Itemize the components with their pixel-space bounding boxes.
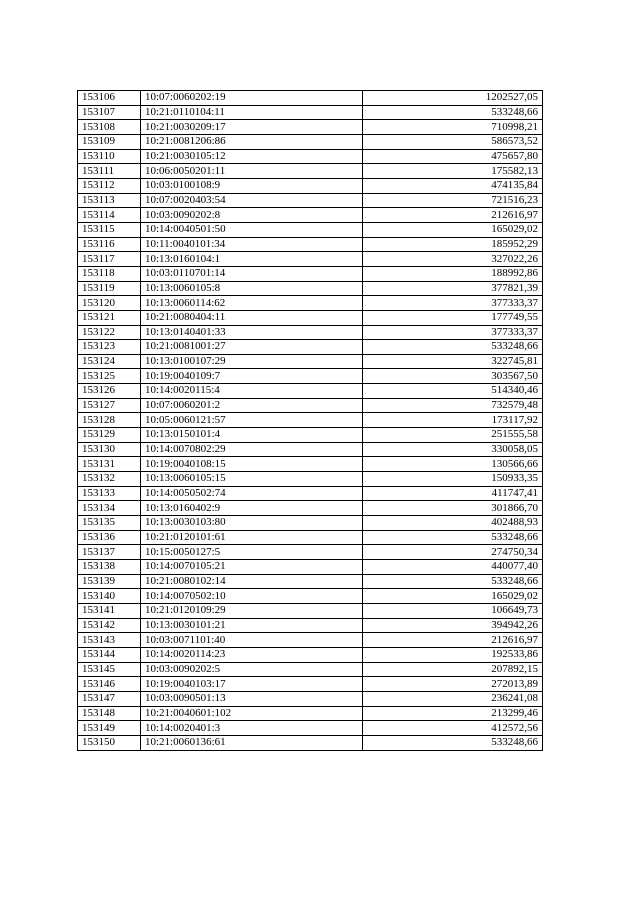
row-amount-cell: 185952,29 (363, 237, 543, 252)
table-row (78, 193, 543, 208)
row-id-cell: 153109 (78, 134, 141, 149)
row-code-cell: 10:19:0040103:17 (141, 677, 363, 692)
row-id-cell: 153130 (78, 442, 141, 457)
row-id-cell: 153149 (78, 721, 141, 736)
row-amount-cell: 411747,41 (363, 486, 543, 501)
row-id-cell: 153126 (78, 384, 141, 399)
row-code-cell: 10:03:0100108:9 (141, 178, 363, 193)
table-row (78, 354, 543, 369)
row-amount-cell: 175582,13 (363, 164, 543, 179)
row-id-cell: 153136 (78, 530, 141, 545)
row-amount-cell: 440077,40 (363, 560, 543, 575)
row-code-cell: 10:13:0140401:33 (141, 325, 363, 340)
table-row (78, 472, 543, 487)
row-amount-cell: 721516,23 (363, 193, 543, 208)
row-amount-cell: 377821,39 (363, 281, 543, 296)
row-amount-cell: 130566,66 (363, 457, 543, 472)
table-row (78, 369, 543, 384)
row-amount-cell: 475657,80 (363, 149, 543, 164)
table-row (78, 149, 543, 164)
row-code-cell: 10:21:0030105:12 (141, 149, 363, 164)
row-amount-cell: 327022,26 (363, 252, 543, 267)
row-amount-cell: 177749,55 (363, 310, 543, 325)
row-code-cell: 10:05:0060121:57 (141, 413, 363, 428)
row-amount-cell: 533248,66 (363, 530, 543, 545)
row-id-cell: 153137 (78, 545, 141, 560)
row-code-cell: 10:13:0060105:15 (141, 472, 363, 487)
row-amount-cell: 165029,02 (363, 589, 543, 604)
row-amount-cell: 236241,08 (363, 691, 543, 706)
row-code-cell: 10:13:0030101:21 (141, 618, 363, 633)
row-code-cell: 10:21:0081001:27 (141, 340, 363, 355)
row-id-cell: 153131 (78, 457, 141, 472)
row-id-cell: 153120 (78, 296, 141, 311)
row-code-cell: 10:14:0020115:4 (141, 384, 363, 399)
table-row (78, 691, 543, 706)
row-code-cell: 10:06:0050201:11 (141, 164, 363, 179)
row-id-cell: 153113 (78, 193, 141, 208)
table-row (78, 618, 543, 633)
row-amount-cell: 377333,37 (363, 296, 543, 311)
row-code-cell: 10:13:0150101:4 (141, 428, 363, 443)
row-code-cell: 10:13:0030103:80 (141, 516, 363, 531)
table-row (78, 296, 543, 311)
table-row (78, 603, 543, 618)
row-id-cell: 153110 (78, 149, 141, 164)
row-amount-cell: 192533,86 (363, 647, 543, 662)
row-id-cell: 153111 (78, 164, 141, 179)
row-code-cell: 10:21:0060136:61 (141, 735, 363, 750)
row-id-cell: 153121 (78, 310, 141, 325)
table-row (78, 442, 543, 457)
row-id-cell: 153119 (78, 281, 141, 296)
table-row (78, 164, 543, 179)
row-amount-cell: 272013,89 (363, 677, 543, 692)
row-amount-cell: 533248,66 (363, 105, 543, 120)
row-id-cell: 153133 (78, 486, 141, 501)
row-code-cell: 10:19:0040109:7 (141, 369, 363, 384)
row-id-cell: 153114 (78, 208, 141, 223)
row-amount-cell: 412572,56 (363, 721, 543, 736)
row-id-cell: 153117 (78, 252, 141, 267)
row-code-cell: 10:07:0060202:19 (141, 91, 363, 106)
row-code-cell: 10:14:0050502:74 (141, 486, 363, 501)
table-row (78, 486, 543, 501)
row-amount-cell: 212616,97 (363, 633, 543, 648)
row-id-cell: 153108 (78, 120, 141, 135)
table-row (78, 252, 543, 267)
row-amount-cell: 402488,93 (363, 516, 543, 531)
row-id-cell: 153140 (78, 589, 141, 604)
data-table (77, 90, 543, 751)
row-code-cell: 10:14:0020401:3 (141, 721, 363, 736)
row-amount-cell: 322745,81 (363, 354, 543, 369)
table-row (78, 134, 543, 149)
row-id-cell: 153128 (78, 413, 141, 428)
row-code-cell: 10:07:0020403:54 (141, 193, 363, 208)
table-row (78, 545, 543, 560)
row-id-cell: 153141 (78, 603, 141, 618)
row-amount-cell: 1202527,05 (363, 91, 543, 106)
table-row (78, 501, 543, 516)
table-row (78, 516, 543, 531)
row-id-cell: 153112 (78, 178, 141, 193)
table-row (78, 706, 543, 721)
row-code-cell: 10:21:0040601:102 (141, 706, 363, 721)
row-id-cell: 153124 (78, 354, 141, 369)
table-row (78, 457, 543, 472)
table-row (78, 105, 543, 120)
row-code-cell: 10:14:0070502:10 (141, 589, 363, 604)
row-code-cell: 10:21:0030209:17 (141, 120, 363, 135)
row-id-cell: 153146 (78, 677, 141, 692)
table-row (78, 662, 543, 677)
row-amount-cell: 586573,52 (363, 134, 543, 149)
row-id-cell: 153132 (78, 472, 141, 487)
table-row (78, 310, 543, 325)
table-row (78, 178, 543, 193)
row-amount-cell: 106649,73 (363, 603, 543, 618)
row-code-cell: 10:11:0040101:34 (141, 237, 363, 252)
row-amount-cell: 303567,50 (363, 369, 543, 384)
row-code-cell: 10:13:0060114:62 (141, 296, 363, 311)
table-row (78, 91, 543, 106)
row-code-cell: 10:21:0081206:86 (141, 134, 363, 149)
row-amount-cell: 188992,86 (363, 266, 543, 281)
table-row (78, 721, 543, 736)
row-id-cell: 153139 (78, 574, 141, 589)
row-id-cell: 153125 (78, 369, 141, 384)
row-code-cell: 10:03:0110701:14 (141, 266, 363, 281)
table-row (78, 530, 543, 545)
row-code-cell: 10:03:0090202:8 (141, 208, 363, 223)
row-id-cell: 153134 (78, 501, 141, 516)
table-row (78, 281, 543, 296)
row-id-cell: 153148 (78, 706, 141, 721)
row-amount-cell: 173117,92 (363, 413, 543, 428)
table-row (78, 398, 543, 413)
row-code-cell: 10:14:0070105:21 (141, 560, 363, 575)
row-amount-cell: 732579,48 (363, 398, 543, 413)
row-code-cell: 10:21:0080404:11 (141, 310, 363, 325)
row-code-cell: 10:03:0090501:13 (141, 691, 363, 706)
row-amount-cell: 377333,37 (363, 325, 543, 340)
row-code-cell: 10:14:0020114:23 (141, 647, 363, 662)
row-id-cell: 153144 (78, 647, 141, 662)
row-amount-cell: 212616,97 (363, 208, 543, 223)
row-amount-cell: 514340,46 (363, 384, 543, 399)
table-row (78, 340, 543, 355)
row-id-cell: 153116 (78, 237, 141, 252)
row-id-cell: 153147 (78, 691, 141, 706)
row-code-cell: 10:15:0050127:5 (141, 545, 363, 560)
table-row (78, 647, 543, 662)
row-id-cell: 153145 (78, 662, 141, 677)
row-id-cell: 153107 (78, 105, 141, 120)
row-amount-cell: 710998,21 (363, 120, 543, 135)
row-amount-cell: 251555,58 (363, 428, 543, 443)
table-row (78, 120, 543, 135)
row-amount-cell: 207892,15 (363, 662, 543, 677)
row-id-cell: 153123 (78, 340, 141, 355)
table-body (78, 91, 543, 751)
row-code-cell: 10:13:0160104:1 (141, 252, 363, 267)
row-amount-cell: 533248,66 (363, 735, 543, 750)
table-row (78, 677, 543, 692)
row-id-cell: 153106 (78, 91, 141, 106)
row-code-cell: 10:19:0040108:15 (141, 457, 363, 472)
row-code-cell: 10:14:0040501:50 (141, 222, 363, 237)
row-id-cell: 153118 (78, 266, 141, 281)
row-code-cell: 10:21:0120109:29 (141, 603, 363, 618)
row-id-cell: 153129 (78, 428, 141, 443)
table-row (78, 633, 543, 648)
row-code-cell: 10:03:0090202:5 (141, 662, 363, 677)
row-code-cell: 10:03:0071101:40 (141, 633, 363, 648)
row-amount-cell: 533248,66 (363, 574, 543, 589)
row-id-cell: 153122 (78, 325, 141, 340)
table-row (78, 574, 543, 589)
row-code-cell: 10:13:0160402:9 (141, 501, 363, 516)
row-id-cell: 153143 (78, 633, 141, 648)
table-row (78, 428, 543, 443)
table-row (78, 222, 543, 237)
row-code-cell: 10:21:0120101:61 (141, 530, 363, 545)
row-code-cell: 10:14:0070802:29 (141, 442, 363, 457)
table-row (78, 266, 543, 281)
row-id-cell: 153115 (78, 222, 141, 237)
row-code-cell: 10:13:0100107:29 (141, 354, 363, 369)
table-row (78, 560, 543, 575)
table-row (78, 384, 543, 399)
row-id-cell: 153150 (78, 735, 141, 750)
row-code-cell: 10:07:0060201:2 (141, 398, 363, 413)
table-row (78, 325, 543, 340)
row-code-cell: 10:21:0110104:11 (141, 105, 363, 120)
row-amount-cell: 213299,46 (363, 706, 543, 721)
row-id-cell: 153135 (78, 516, 141, 531)
row-code-cell: 10:21:0080102:14 (141, 574, 363, 589)
row-amount-cell: 474135,84 (363, 178, 543, 193)
row-amount-cell: 301866,70 (363, 501, 543, 516)
row-amount-cell: 394942,26 (363, 618, 543, 633)
table-row (78, 589, 543, 604)
row-amount-cell: 533248,66 (363, 340, 543, 355)
row-amount-cell: 150933,35 (363, 472, 543, 487)
table-row (78, 208, 543, 223)
row-amount-cell: 330058,05 (363, 442, 543, 457)
row-amount-cell: 274750,34 (363, 545, 543, 560)
row-amount-cell: 165029,02 (363, 222, 543, 237)
table-row (78, 237, 543, 252)
row-id-cell: 153138 (78, 560, 141, 575)
row-code-cell: 10:13:0060105:8 (141, 281, 363, 296)
table-row (78, 735, 543, 750)
row-id-cell: 153142 (78, 618, 141, 633)
table-row (78, 413, 543, 428)
row-id-cell: 153127 (78, 398, 141, 413)
